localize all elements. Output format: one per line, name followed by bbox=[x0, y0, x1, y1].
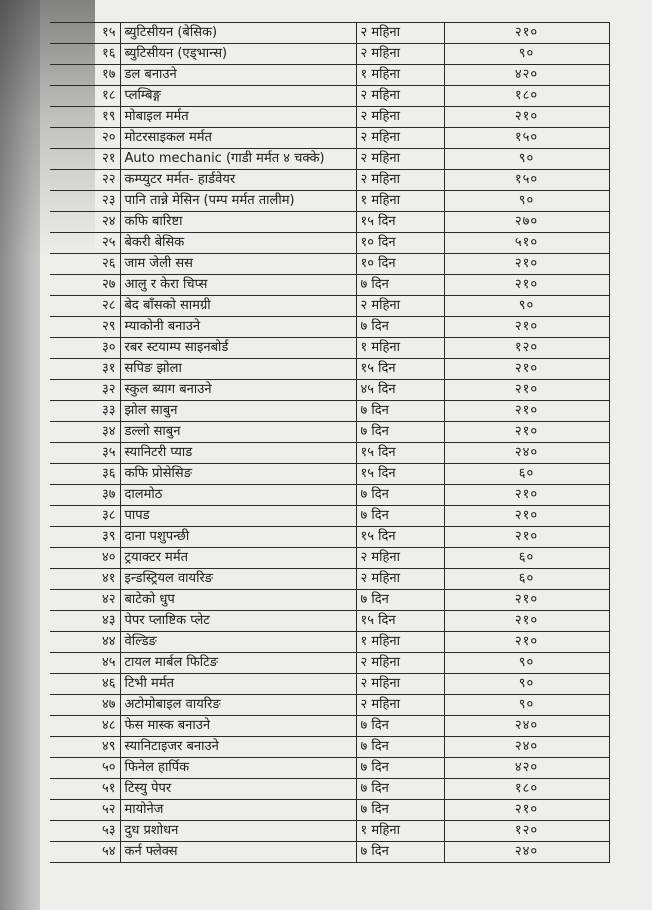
row-number: २० bbox=[50, 128, 120, 149]
duration: १५ दिन bbox=[356, 527, 444, 548]
table-row bbox=[50, 212, 609, 233]
table-body bbox=[50, 23, 609, 863]
table-row bbox=[50, 275, 609, 296]
fee: २१० bbox=[444, 632, 609, 653]
duration: ७ दिन bbox=[356, 401, 444, 422]
table-row bbox=[50, 611, 609, 632]
table-row bbox=[50, 632, 609, 653]
row-number: ४८ bbox=[50, 716, 120, 737]
training-name: वेल्डिङ bbox=[120, 632, 356, 653]
fee: २४० bbox=[444, 443, 609, 464]
row-number: ५२ bbox=[50, 800, 120, 821]
training-name: पानि तान्ने मेसिन (पम्प मर्मत तालीम) bbox=[120, 191, 356, 212]
training-name: सपिङ झोला bbox=[120, 359, 356, 380]
duration: ७ दिन bbox=[356, 485, 444, 506]
training-name: अटोमोबाइल वायरिङ bbox=[120, 695, 356, 716]
training-name: दाना पशुपन्छी bbox=[120, 527, 356, 548]
row-number: ४१ bbox=[50, 569, 120, 590]
duration: १ महिना bbox=[356, 338, 444, 359]
table-row bbox=[50, 338, 609, 359]
training-name: कफि बारिष्टा bbox=[120, 212, 356, 233]
fee: १२० bbox=[444, 338, 609, 359]
fee: ४२० bbox=[444, 65, 609, 86]
fee: ९० bbox=[444, 191, 609, 212]
duration: ७ दिन bbox=[356, 590, 444, 611]
training-name: ब्युटिसीयन (बेसिक) bbox=[120, 23, 356, 44]
duration: ७ दिन bbox=[356, 842, 444, 863]
training-name: मोबाइल मर्मत bbox=[120, 107, 356, 128]
fee: ६० bbox=[444, 548, 609, 569]
table-row bbox=[50, 128, 609, 149]
duration: ७ दिन bbox=[356, 779, 444, 800]
table-row bbox=[50, 485, 609, 506]
row-number: ३२ bbox=[50, 380, 120, 401]
duration: ७ दिन bbox=[356, 800, 444, 821]
table-row bbox=[50, 359, 609, 380]
duration: २ महिना bbox=[356, 170, 444, 191]
row-number: २८ bbox=[50, 296, 120, 317]
row-number: ५० bbox=[50, 758, 120, 779]
training-name: रबर स्टयाम्प साइनबोर्ड bbox=[120, 338, 356, 359]
duration: २ महिना bbox=[356, 674, 444, 695]
duration: ७ दिन bbox=[356, 506, 444, 527]
row-number: ४६ bbox=[50, 674, 120, 695]
training-name: म्याकोनी बनाउने bbox=[120, 317, 356, 338]
row-number: ४३ bbox=[50, 611, 120, 632]
training-name: ब्युटिसीयन (एड्भान्स) bbox=[120, 44, 356, 65]
row-number: ४५ bbox=[50, 653, 120, 674]
fee: २१० bbox=[444, 401, 609, 422]
duration: १० दिन bbox=[356, 254, 444, 275]
fee: १५० bbox=[444, 128, 609, 149]
training-name: प्लम्बिङ्ग bbox=[120, 86, 356, 107]
row-number: १५ bbox=[50, 23, 120, 44]
training-name: Auto mechanic (गाडी मर्मत ४ चक्के) bbox=[120, 149, 356, 170]
row-number: ५१ bbox=[50, 779, 120, 800]
duration: २ महिना bbox=[356, 149, 444, 170]
training-name: इन्डस्ट्रियल वायरिङ bbox=[120, 569, 356, 590]
fee: २१० bbox=[444, 590, 609, 611]
row-number: ४० bbox=[50, 548, 120, 569]
row-number: ३० bbox=[50, 338, 120, 359]
training-name: डल्लो साबुन bbox=[120, 422, 356, 443]
duration: २ महिना bbox=[356, 44, 444, 65]
fee: १२० bbox=[444, 821, 609, 842]
fee: ६० bbox=[444, 569, 609, 590]
training-name: आलु र केरा चिप्स bbox=[120, 275, 356, 296]
training-name: टिभी मर्मत bbox=[120, 674, 356, 695]
table-row bbox=[50, 695, 609, 716]
table-row bbox=[50, 401, 609, 422]
table-row bbox=[50, 86, 609, 107]
fee: ४२० bbox=[444, 758, 609, 779]
training-name: डल बनाउने bbox=[120, 65, 356, 86]
training-name: स्यानिटाइजर बनाउने bbox=[120, 737, 356, 758]
table-row bbox=[50, 317, 609, 338]
duration: ७ दिन bbox=[356, 758, 444, 779]
duration: ७ दिन bbox=[356, 716, 444, 737]
training-name: बेकरी बेसिक bbox=[120, 233, 356, 254]
fee: २१० bbox=[444, 359, 609, 380]
training-name: स्यानिटरी प्याड bbox=[120, 443, 356, 464]
duration: १५ दिन bbox=[356, 212, 444, 233]
training-name: पेपर प्लाष्टिक प्लेट bbox=[120, 611, 356, 632]
row-number: ३१ bbox=[50, 359, 120, 380]
training-name: पापड bbox=[120, 506, 356, 527]
training-name: झोल साबुन bbox=[120, 401, 356, 422]
duration: १५ दिन bbox=[356, 611, 444, 632]
fee: २४० bbox=[444, 842, 609, 863]
training-name: जाम जेली सस bbox=[120, 254, 356, 275]
training-name: बेद बाँसको सामग्री bbox=[120, 296, 356, 317]
table-row bbox=[50, 653, 609, 674]
training-name: कर्न फ्लेक्स bbox=[120, 842, 356, 863]
training-name: फेस मास्क बनाउने bbox=[120, 716, 356, 737]
fee: ९० bbox=[444, 296, 609, 317]
fee: २१० bbox=[444, 527, 609, 548]
table-row bbox=[50, 170, 609, 191]
duration: १ महिना bbox=[356, 65, 444, 86]
table-row bbox=[50, 758, 609, 779]
table-row bbox=[50, 443, 609, 464]
table-row bbox=[50, 737, 609, 758]
duration: १ महिना bbox=[356, 191, 444, 212]
fee: १८० bbox=[444, 779, 609, 800]
fee: ५१० bbox=[444, 233, 609, 254]
table-row bbox=[50, 233, 609, 254]
fee: २१० bbox=[444, 254, 609, 275]
training-name: ट्रयाक्टर मर्मत bbox=[120, 548, 356, 569]
duration: ७ दिन bbox=[356, 737, 444, 758]
training-name: बाटेको धुप bbox=[120, 590, 356, 611]
row-number: २७ bbox=[50, 275, 120, 296]
fee: ९० bbox=[444, 149, 609, 170]
fee: ९० bbox=[444, 44, 609, 65]
table-row bbox=[50, 590, 609, 611]
fee: २१० bbox=[444, 275, 609, 296]
row-number: ३३ bbox=[50, 401, 120, 422]
fee: २१० bbox=[444, 611, 609, 632]
training-name: मोटरसाइकल मर्मत bbox=[120, 128, 356, 149]
fee: १५० bbox=[444, 170, 609, 191]
table-row bbox=[50, 464, 609, 485]
fee: २७० bbox=[444, 212, 609, 233]
duration: ४५ दिन bbox=[356, 380, 444, 401]
row-number: ३७ bbox=[50, 485, 120, 506]
duration: २ महिना bbox=[356, 653, 444, 674]
fee: १८० bbox=[444, 86, 609, 107]
duration: १५ दिन bbox=[356, 464, 444, 485]
fee: ९० bbox=[444, 695, 609, 716]
table-row bbox=[50, 149, 609, 170]
row-number: ३९ bbox=[50, 527, 120, 548]
row-number: ५३ bbox=[50, 821, 120, 842]
duration: ७ दिन bbox=[356, 275, 444, 296]
training-name: टिस्यु पेपर bbox=[120, 779, 356, 800]
fee: २४० bbox=[444, 737, 609, 758]
table-row bbox=[50, 44, 609, 65]
row-number: ४७ bbox=[50, 695, 120, 716]
row-number: ५४ bbox=[50, 842, 120, 863]
fee: ६० bbox=[444, 464, 609, 485]
table-row bbox=[50, 107, 609, 128]
table-row bbox=[50, 548, 609, 569]
duration: २ महिना bbox=[356, 23, 444, 44]
duration: २ महिना bbox=[356, 128, 444, 149]
training-name: दालमोठ bbox=[120, 485, 356, 506]
table-row bbox=[50, 800, 609, 821]
row-number: ४९ bbox=[50, 737, 120, 758]
duration: १ महिना bbox=[356, 821, 444, 842]
duration: २ महिना bbox=[356, 695, 444, 716]
duration: १५ दिन bbox=[356, 443, 444, 464]
fee: ९० bbox=[444, 674, 609, 695]
fee: २१० bbox=[444, 107, 609, 128]
fee: ९० bbox=[444, 653, 609, 674]
duration: १० दिन bbox=[356, 233, 444, 254]
row-number: ३६ bbox=[50, 464, 120, 485]
training-name: कफि प्रोसेसिङ bbox=[120, 464, 356, 485]
table-row bbox=[50, 254, 609, 275]
row-number: २९ bbox=[50, 317, 120, 338]
table-row bbox=[50, 674, 609, 695]
row-number: १८ bbox=[50, 86, 120, 107]
duration: २ महिना bbox=[356, 296, 444, 317]
training-name: स्कुल ब्याग बनाउने bbox=[120, 380, 356, 401]
training-table bbox=[50, 22, 610, 863]
row-number: २३ bbox=[50, 191, 120, 212]
duration: ७ दिन bbox=[356, 317, 444, 338]
fee: २१० bbox=[444, 506, 609, 527]
table-row bbox=[50, 569, 609, 590]
training-name: टायल मार्बल फिटिङ bbox=[120, 653, 356, 674]
row-number: ३८ bbox=[50, 506, 120, 527]
fee: २१० bbox=[444, 422, 609, 443]
duration: २ महिना bbox=[356, 86, 444, 107]
fee: २४० bbox=[444, 716, 609, 737]
row-number: १६ bbox=[50, 44, 120, 65]
row-number: २१ bbox=[50, 149, 120, 170]
row-number: १७ bbox=[50, 65, 120, 86]
table-row bbox=[50, 65, 609, 86]
fee: २१० bbox=[444, 800, 609, 821]
duration: २ महिना bbox=[356, 548, 444, 569]
row-number: २५ bbox=[50, 233, 120, 254]
table-row bbox=[50, 191, 609, 212]
table-row bbox=[50, 821, 609, 842]
table-row bbox=[50, 422, 609, 443]
table-row bbox=[50, 842, 609, 863]
table-row bbox=[50, 380, 609, 401]
table-row bbox=[50, 296, 609, 317]
row-number: २२ bbox=[50, 170, 120, 191]
fee: २१० bbox=[444, 380, 609, 401]
row-number: २४ bbox=[50, 212, 120, 233]
duration: ७ दिन bbox=[356, 422, 444, 443]
table-row bbox=[50, 506, 609, 527]
duration: २ महिना bbox=[356, 107, 444, 128]
duration: १ महिना bbox=[356, 632, 444, 653]
fee: २१० bbox=[444, 485, 609, 506]
table-row bbox=[50, 23, 609, 44]
table-row bbox=[50, 779, 609, 800]
row-number: १९ bbox=[50, 107, 120, 128]
row-number: ३५ bbox=[50, 443, 120, 464]
row-number: ३४ bbox=[50, 422, 120, 443]
training-name: फिनेल हार्पिक bbox=[120, 758, 356, 779]
training-name: दुध प्रशोधन bbox=[120, 821, 356, 842]
row-number: ४२ bbox=[50, 590, 120, 611]
row-number: २६ bbox=[50, 254, 120, 275]
training-name: कम्प्युटर मर्मत- हार्डवेयर bbox=[120, 170, 356, 191]
fee: २१० bbox=[444, 317, 609, 338]
fee: २१० bbox=[444, 23, 609, 44]
row-number: ४४ bbox=[50, 632, 120, 653]
table-row bbox=[50, 716, 609, 737]
duration: १५ दिन bbox=[356, 359, 444, 380]
table-row bbox=[50, 527, 609, 548]
training-name: मायोनेज bbox=[120, 800, 356, 821]
duration: २ महिना bbox=[356, 569, 444, 590]
